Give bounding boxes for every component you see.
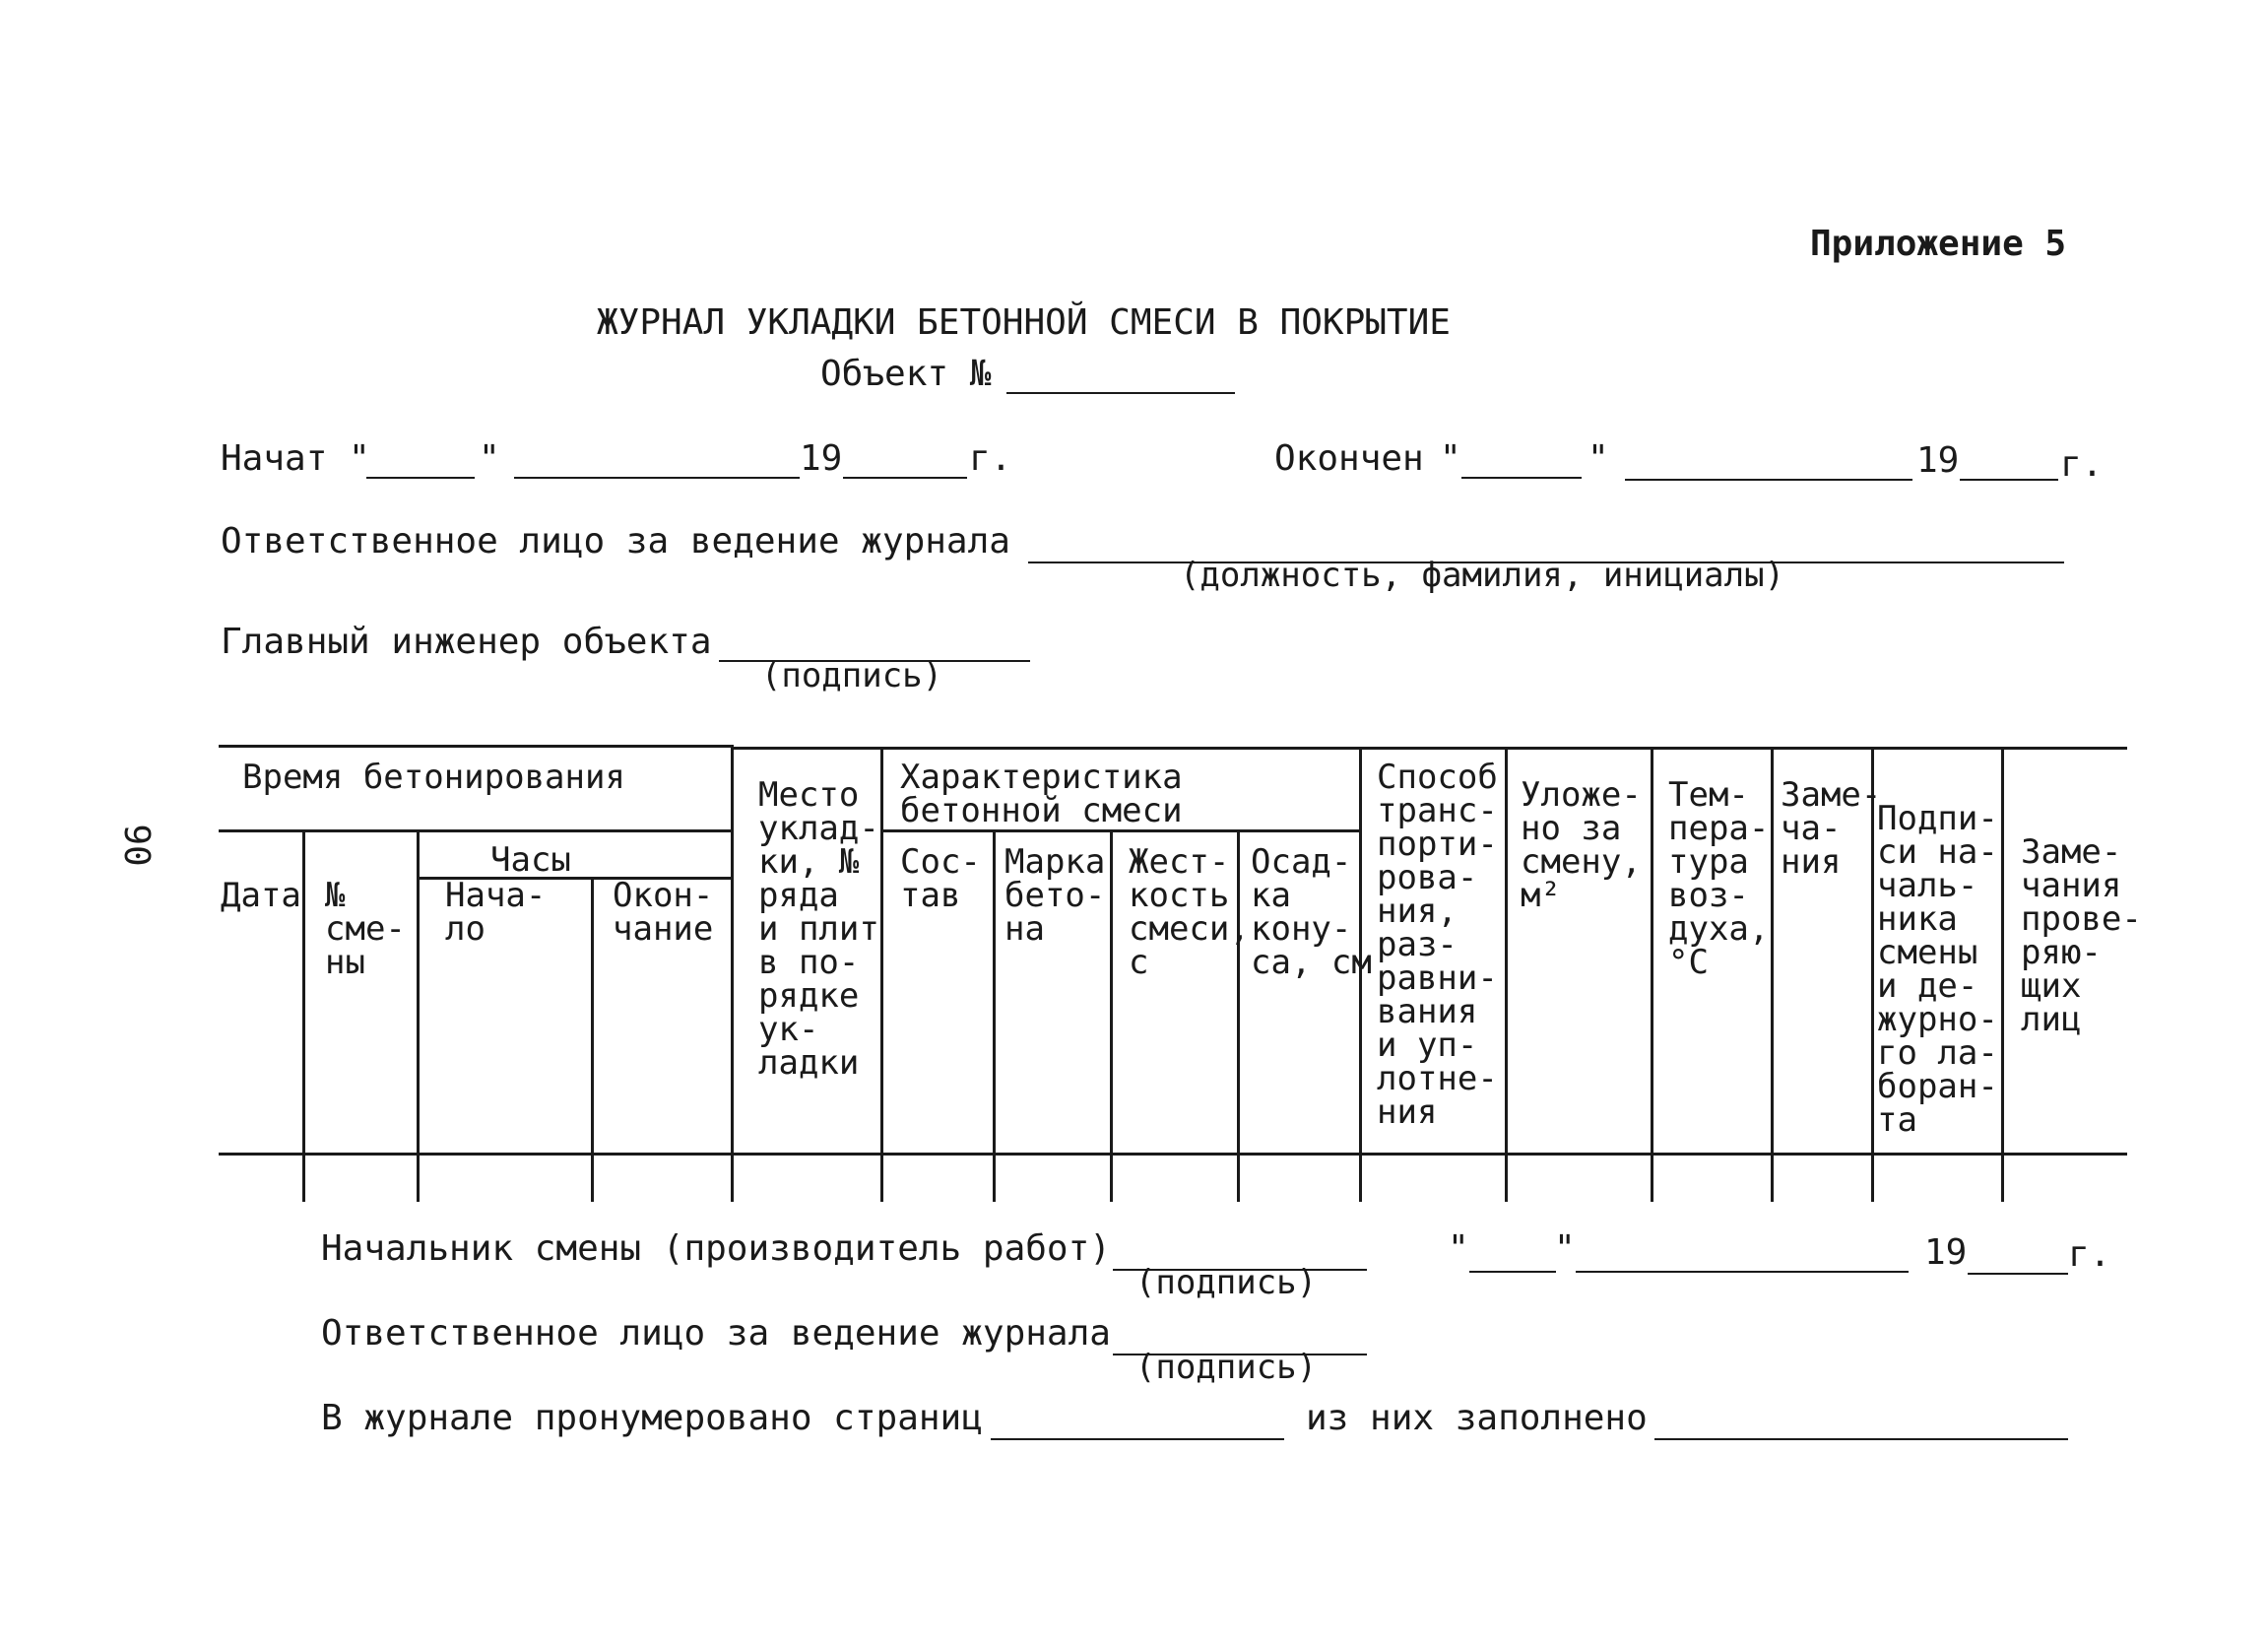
started-label: Начат [221, 438, 328, 479]
header-laid-per-shift: Уложе- но за смену, м² [1521, 775, 1642, 915]
shift-chief-year-suffix: г. [2068, 1234, 2111, 1275]
shift-chief-year-field[interactable] [1968, 1273, 2068, 1275]
header-place: Место уклад- ки, № ряда и плит в по- рядке ук- ладки [758, 775, 879, 1083]
started-close-quote: " [479, 438, 500, 479]
col-divider-5 [880, 747, 883, 1202]
header-start: Нача- ло [445, 876, 547, 949]
object-number-field[interactable] [1006, 392, 1235, 394]
page-number: 90 [116, 824, 157, 867]
header-shift-number: № сме- ны [325, 876, 406, 982]
header-hours: Часы [490, 840, 571, 880]
header-composition: Сос- тав [900, 842, 981, 915]
finished-close-quote: " [1588, 438, 1609, 479]
header-date: Дата [221, 876, 301, 915]
col-divider-7 [1110, 829, 1113, 1202]
started-month-field[interactable] [514, 477, 800, 479]
shift-chief-label: Начальник смены (производитель работ) [321, 1228, 1111, 1269]
shift-chief-caption: (подпись) [1134, 1263, 1318, 1302]
shift-chief-month-field[interactable] [1576, 1271, 1909, 1273]
col-divider-12 [1771, 747, 1774, 1202]
header-remarks: Заме- ча- ния [1781, 775, 1882, 882]
col-divider-3 [591, 877, 594, 1202]
finished-year-suffix: г. [2060, 444, 2104, 485]
shift-chief-year-prefix: 19 [1924, 1232, 1968, 1273]
header-slump: Осад- ка кону- са, см [1251, 842, 1372, 982]
col-divider-4 [731, 745, 734, 1202]
responsible-caption: (должность, фамилия, инициалы) [1179, 556, 1785, 595]
header-signatures: Подпи- си на- чаль- ника смены и де- журно- го ла- боран- та [1877, 799, 1998, 1140]
footer-responsible-label: Ответственное лицо за ведение журнала [321, 1313, 1111, 1354]
header-concreting-time: Время бетонирования [242, 758, 625, 797]
header-mix-characteristics: Характеристика бетонной смеси [900, 758, 1183, 830]
pages-filled-label: из них заполнено [1306, 1398, 1648, 1438]
responsible-label: Ответственное лицо за ведение журнала [221, 521, 1010, 562]
object-label: Объект № [820, 354, 992, 394]
col-divider-1 [302, 829, 305, 1202]
shift-chief-day-field[interactable] [1469, 1271, 1556, 1273]
table-top-border-right [733, 747, 2127, 750]
started-year-suffix: г. [969, 438, 1012, 479]
header-transport-method: Способ транс- порти- рова- ния, раз- равни- вания и уп- лотне- ния [1377, 758, 1498, 1132]
finished-label: Окончен [1274, 438, 1424, 479]
footer-responsible-caption: (подпись) [1134, 1348, 1318, 1387]
started-open-quote: " [349, 438, 370, 479]
finished-day-field[interactable] [1461, 477, 1582, 479]
pages-numbered-field[interactable] [991, 1438, 1284, 1440]
col-divider-6 [993, 829, 996, 1202]
col-divider-2 [417, 829, 420, 1202]
appendix-label: Приложение 5 [1810, 224, 2067, 264]
chief-engineer-caption: (подпись) [760, 656, 943, 695]
header-inspector-remarks: Заме- чания прове- ряю- щих лиц [2021, 832, 2142, 1039]
finished-open-quote: " [1440, 438, 1461, 479]
finished-year-field[interactable] [1960, 479, 2058, 481]
table-top-border-left [219, 745, 733, 748]
shift-chief-close-quote: " [1554, 1228, 1576, 1269]
finished-year-prefix: 19 [1916, 440, 1960, 481]
col-divider-10 [1505, 747, 1508, 1202]
started-year-field[interactable] [843, 477, 967, 479]
document-title: ЖУРНАЛ УКЛАДКИ БЕТОННОЙ СМЕСИ В ПОКРЫТИЕ [597, 302, 1451, 343]
header-bottom-border [219, 1153, 2127, 1156]
started-year-prefix: 19 [800, 438, 843, 479]
pages-numbered-label: В журнале пронумеровано страниц [321, 1398, 983, 1438]
shift-chief-open-quote: " [1448, 1228, 1469, 1269]
col-divider-11 [1651, 747, 1653, 1202]
chief-engineer-label: Главный инженер объекта [221, 622, 712, 662]
finished-month-field[interactable] [1625, 479, 1912, 481]
concreting-time-divider [219, 829, 733, 832]
col-divider-14 [2001, 747, 2004, 1202]
header-stiffness: Жест- кость смеси, с [1129, 842, 1250, 982]
pages-filled-field[interactable] [1654, 1438, 2068, 1440]
header-grade: Марка бето- на [1004, 842, 1106, 949]
header-end: Окон- чание [613, 876, 714, 949]
started-day-field[interactable] [366, 477, 475, 479]
header-air-temperature: Тем- пера- тура воз- духа, °С [1668, 775, 1770, 982]
